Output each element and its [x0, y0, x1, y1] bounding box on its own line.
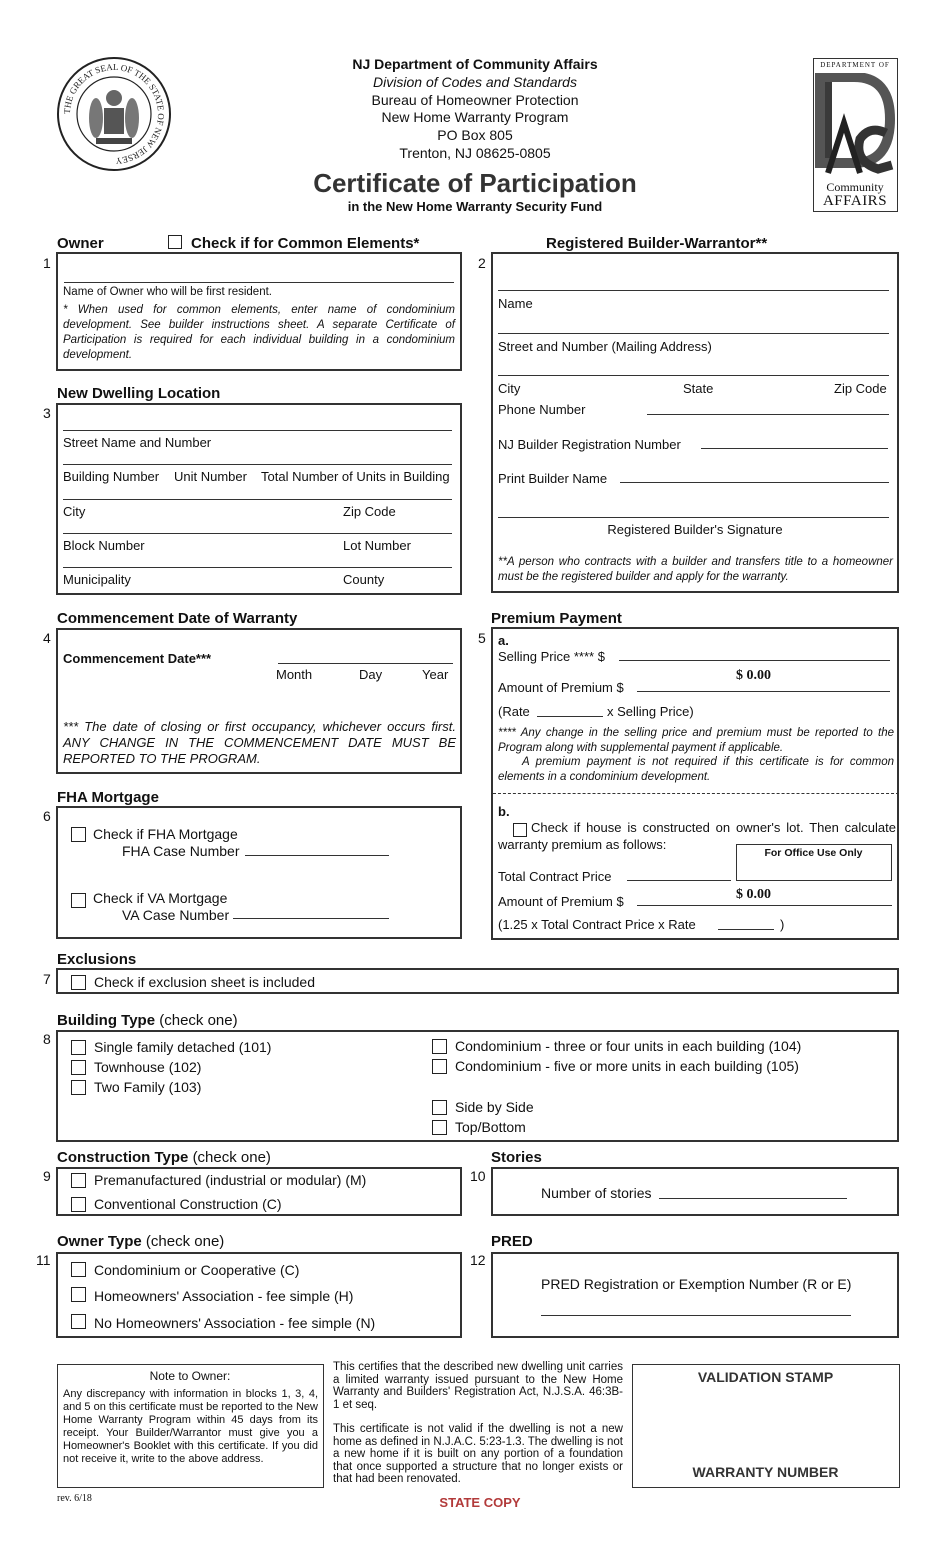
block-number-9: 9 — [43, 1168, 51, 1184]
premium-amount-b-label: Amount of Premium $ — [498, 894, 624, 909]
commencement-label: Commencement Date*** — [63, 651, 212, 666]
premium-a-label: a. — [498, 633, 509, 648]
stories-box — [491, 1167, 899, 1216]
location-city-line[interactable] — [63, 499, 452, 500]
location-unit-label: Unit Number — [174, 469, 247, 484]
rate-label: (Rate — [498, 704, 530, 719]
builder-reg-line[interactable] — [701, 448, 888, 449]
block-number-2: 2 — [478, 255, 486, 271]
premium-amount-a-value[interactable]: $ 0.00 — [736, 668, 771, 683]
premium-amount-b-line[interactable] — [637, 905, 892, 906]
pred-label: PRED Registration or Exemption Number (R or E) — [541, 1276, 852, 1292]
owner-box — [56, 252, 462, 371]
dca-logo-graphic — [814, 73, 896, 183]
builder-print-label: Print Builder Name — [498, 471, 608, 486]
location-municipality-label: Municipality — [63, 572, 131, 587]
owner-name-label: Name of Owner who will be first resident. — [63, 286, 272, 298]
selling-price-line[interactable] — [619, 660, 890, 661]
builder-phone-line[interactable] — [647, 414, 889, 415]
pred-title: PRED — [491, 1233, 533, 1250]
premium-box — [491, 627, 899, 940]
formula-rate-line[interactable] — [718, 929, 774, 930]
fha-title: FHA Mortgage — [57, 789, 159, 806]
block-number-6: 6 — [43, 808, 51, 824]
page-subtitle: in the New Home Warranty Security Fund — [347, 199, 603, 214]
location-box — [56, 403, 462, 595]
hoa-fee-simple-label: Homeowners' Association - fee simple (H) — [94, 1288, 354, 1304]
commencement-date-line[interactable] — [278, 663, 453, 664]
block-number-3: 3 — [43, 405, 51, 421]
block-number-8: 8 — [43, 1031, 51, 1047]
no-hoa-fee-simple-checkbox[interactable] — [71, 1314, 86, 1329]
location-building-line[interactable] — [63, 464, 452, 465]
formula-end: ) — [780, 917, 785, 932]
note-to-owner-title: Note to Owner: — [149, 1369, 231, 1383]
builder-title: Registered Builder-Warrantor** — [546, 235, 768, 252]
builder-state-label: State — [683, 381, 714, 396]
stories-label: Number of stories — [541, 1185, 652, 1201]
header-bureau: Bureau of Homeowner Protection — [371, 92, 579, 108]
dca-logo-top: DEPARTMENT OF — [820, 61, 890, 69]
townhouse-checkbox[interactable] — [71, 1060, 86, 1075]
premium-b-label: b. — [498, 804, 510, 819]
common-elements-label: Check if for Common Elements* — [191, 235, 420, 252]
premium-amount-a-line[interactable] — [637, 691, 890, 692]
premanufactured-checkbox[interactable] — [71, 1173, 86, 1188]
va-checkbox[interactable] — [71, 893, 86, 908]
builder-zip-label: Zip Code — [834, 381, 887, 396]
conventional-checkbox[interactable] — [71, 1197, 86, 1212]
dca-logo-community: Community — [826, 180, 884, 194]
building-type-title-text: Building Type — [57, 1012, 156, 1029]
condo-coop-checkbox[interactable] — [71, 1262, 86, 1277]
premium-dashed-divider — [493, 793, 899, 794]
condo-3-4-label: Condominium - three or four units in each building (104) — [455, 1038, 802, 1054]
certify-paragraph-1: This certifies that the described new dwelling unit carries a limited warranty issued pursuant to the New Home Warranty and Builders' Registration Act, N.J.S.A. 46:3B-1 et seq. — [333, 1361, 623, 1411]
commencement-title: Commencement Date of Warranty — [57, 610, 298, 627]
location-title: New Dwelling Location — [57, 385, 221, 402]
va-case-label: VA Case Number — [122, 907, 230, 923]
state-copy-label: STATE COPY — [439, 1495, 521, 1510]
rate-line[interactable] — [537, 716, 603, 717]
builder-signature-line[interactable] — [498, 517, 889, 518]
commencement-note: *** The date of closing or first occupancy, whichever occurs first. ANY CHANGE IN THE COMMENCEMENT DATE MUST BE REPORTED TO THE PROGRAM. — [63, 719, 456, 766]
stories-line[interactable] — [659, 1198, 847, 1199]
location-block-line[interactable] — [63, 533, 452, 534]
header-program: New Home Warranty Program — [381, 109, 569, 125]
single-family-label: Single family detached (101) — [94, 1039, 272, 1055]
side-by-side-checkbox[interactable] — [432, 1100, 447, 1115]
validation-stamp-box — [632, 1364, 900, 1488]
construction-type-title — [57, 1149, 271, 1166]
construction-type-box — [56, 1167, 462, 1216]
location-zip-label: Zip Code — [343, 504, 396, 519]
owner-note: * When used for common elements, enter name of condominium development. See builder instructions sheet. A separate Certificate of Participation is required for each individual building in a condominium development. — [63, 304, 455, 361]
exclusions-title: Exclusions — [57, 951, 137, 968]
fha-check-label: Check if FHA Mortgage — [93, 826, 238, 842]
condo-5-plus-label: Condominium - five or more units in each building (105) — [455, 1058, 799, 1074]
rate-suffix: x Selling Price) — [607, 704, 694, 719]
block-number-10: 10 — [470, 1168, 486, 1184]
townhouse-label: Townhouse (102) — [94, 1059, 202, 1075]
total-contract-line[interactable] — [627, 880, 731, 881]
builder-city-label: City — [498, 381, 521, 396]
building-type-box — [56, 1030, 899, 1142]
block-number-12: 12 — [470, 1252, 486, 1268]
top-bottom-checkbox[interactable] — [432, 1120, 447, 1135]
dca-logo-affairs: AFFAIRS — [822, 193, 888, 209]
builder-box — [491, 252, 899, 593]
single-family-checkbox[interactable] — [71, 1040, 86, 1055]
premium-amount-b-value[interactable]: $ 0.00 — [736, 887, 771, 902]
location-municipality-line[interactable] — [63, 567, 452, 568]
selling-price-label: Selling Price **** $ — [498, 649, 605, 664]
builder-name-label: Name — [498, 296, 533, 311]
commencement-day: Day — [359, 667, 383, 682]
construction-type-title-text: Construction Type — [57, 1149, 189, 1166]
builder-phone-label: Phone Number — [498, 402, 586, 417]
commencement-month: Month — [276, 667, 313, 682]
commencement-year: Year — [422, 667, 449, 682]
header-pobox: PO Box 805 — [437, 127, 513, 143]
builder-reg-label: NJ Builder Registration Number — [498, 437, 681, 452]
svg-text:THE GREAT SEAL OF THE STATE OF: THE GREAT SEAL OF THE STATE OF NEW JERSEY — [61, 61, 167, 167]
owner-title: Owner — [57, 235, 104, 252]
total-contract-label: Total Contract Price — [498, 869, 612, 884]
exclusions-checkbox[interactable] — [71, 975, 86, 990]
builder-print-line[interactable] — [620, 482, 889, 483]
block-number-1: 1 — [43, 255, 51, 271]
location-street-line[interactable] — [63, 430, 452, 431]
premium-note-2: A premium payment is not required if this certificate is for common elements in a condominium development. — [498, 756, 894, 783]
block-number-11: 11 — [36, 1252, 51, 1268]
owner-type-title-text: Owner Type — [57, 1233, 142, 1250]
hoa-fee-simple-checkbox[interactable] — [71, 1287, 86, 1302]
condo-5-plus-checkbox[interactable] — [432, 1059, 447, 1074]
builder-city-line[interactable] — [498, 375, 889, 376]
block-number-5: 5 — [478, 630, 486, 646]
side-by-side-label: Side by Side — [455, 1099, 534, 1115]
building-type-title — [57, 1012, 238, 1029]
header-division: Division of Codes and Standards — [373, 74, 577, 90]
top-bottom-label: Top/Bottom — [455, 1119, 526, 1135]
premium-title: Premium Payment — [491, 610, 622, 627]
conventional-label: Conventional Construction (C) — [94, 1196, 282, 1212]
location-lot-label: Lot Number — [343, 538, 411, 553]
va-case-line[interactable] — [233, 918, 389, 919]
state-seal — [56, 56, 172, 172]
validation-stamp-label: VALIDATION STAMP — [697, 1369, 834, 1385]
exclusions-box — [56, 968, 899, 994]
owner-name-line[interactable] — [64, 282, 454, 283]
owner-type-box — [56, 1252, 462, 1338]
location-street-label: Street Name and Number — [63, 435, 212, 450]
location-total-units-label: Total Number of Units in Building — [261, 469, 450, 484]
location-county-label: County — [343, 572, 385, 587]
premanufactured-label: Premanufactured (industrial or modular) (M) — [94, 1172, 367, 1188]
fha-case-line[interactable] — [245, 855, 389, 856]
formula-label: (1.25 x Total Contract Price x Rate — [498, 917, 696, 932]
header-dept: NJ Department of Community Affairs — [352, 56, 598, 72]
condo-coop-label: Condominium or Cooperative (C) — [94, 1262, 300, 1278]
fha-box — [56, 806, 462, 939]
dca-logo — [813, 58, 898, 212]
premium-note-1: **** Any change in the selling price and premium must be reported to the Program along with supplemental payment if applicable. — [498, 727, 894, 754]
note-to-owner-box — [57, 1364, 324, 1488]
office-use-label: For Office Use Only — [764, 847, 863, 859]
builder-signature-label: Registered Builder's Signature — [607, 522, 783, 537]
location-block-label: Block Number — [63, 538, 145, 553]
revision-label: rev. 6/18 — [57, 1493, 92, 1504]
builder-note: **A person who contracts with a builder and transfers title to a homeowner must be the registered builder and apply for the warranty. — [498, 556, 893, 583]
header-city: Trenton, NJ 08625-0805 — [399, 145, 551, 161]
block-number-4: 4 — [43, 630, 51, 646]
location-city-label: City — [63, 504, 86, 519]
pred-box — [491, 1252, 899, 1338]
owner-type-title — [57, 1233, 224, 1250]
location-building-label: Building Number — [63, 469, 160, 484]
fha-checkbox[interactable] — [71, 827, 86, 842]
construction-type-hint: (check one) — [192, 1149, 271, 1166]
no-hoa-fee-simple-label: No Homeowners' Association - fee simple (N) — [94, 1315, 376, 1331]
certify-paragraph-2: This certificate is not valid if the dwelling is not a new home as defined in N.J.A.C. 5:23-1.3. The dwelling is not a new home if it is built on any portion of a foundation that once supported a structure that no longer exists or that had been renovated. — [333, 1423, 624, 1485]
warranty-number-label: WARRANTY NUMBER — [692, 1464, 839, 1480]
exclusions-check-label: Check if exclusion sheet is included — [94, 974, 316, 990]
fha-case-label: FHA Case Number — [122, 843, 240, 859]
note-to-owner-body: Any discrepancy with information in blocks 1, 3, 4, and 5 on this certificate must be reported to the New Home Warranty Program within 45 days from its receipt. Your Builder/Warrantor must give you a Homeowner's Booklet with this certificate. If you did not receive it, write to the above address. — [63, 1388, 318, 1465]
va-check-label: Check if VA Mortgage — [93, 890, 228, 906]
page-title: Certificate of Participation — [313, 168, 637, 198]
premium-amount-a-label: Amount of Premium $ — [498, 680, 624, 695]
building-type-hint: (check one) — [159, 1012, 238, 1029]
office-use-box — [736, 844, 892, 881]
commencement-box — [56, 628, 462, 774]
condo-3-4-checkbox[interactable] — [432, 1039, 447, 1054]
builder-street-line[interactable] — [498, 333, 889, 334]
builder-street-label: Street and Number (Mailing Address) — [498, 339, 712, 354]
two-family-checkbox[interactable] — [71, 1080, 86, 1095]
pred-line[interactable] — [541, 1315, 851, 1316]
block-number-7: 7 — [43, 971, 51, 987]
builder-name-line[interactable] — [498, 290, 889, 291]
owner-type-hint: (check one) — [145, 1233, 225, 1250]
stories-title: Stories — [491, 1149, 542, 1166]
common-elements-checkbox[interactable] — [168, 235, 182, 249]
two-family-label: Two Family (103) — [94, 1079, 202, 1095]
owners-lot-label: Check if house is constructed on owner's lot. Then calculate warranty premium as follows: — [498, 820, 896, 852]
